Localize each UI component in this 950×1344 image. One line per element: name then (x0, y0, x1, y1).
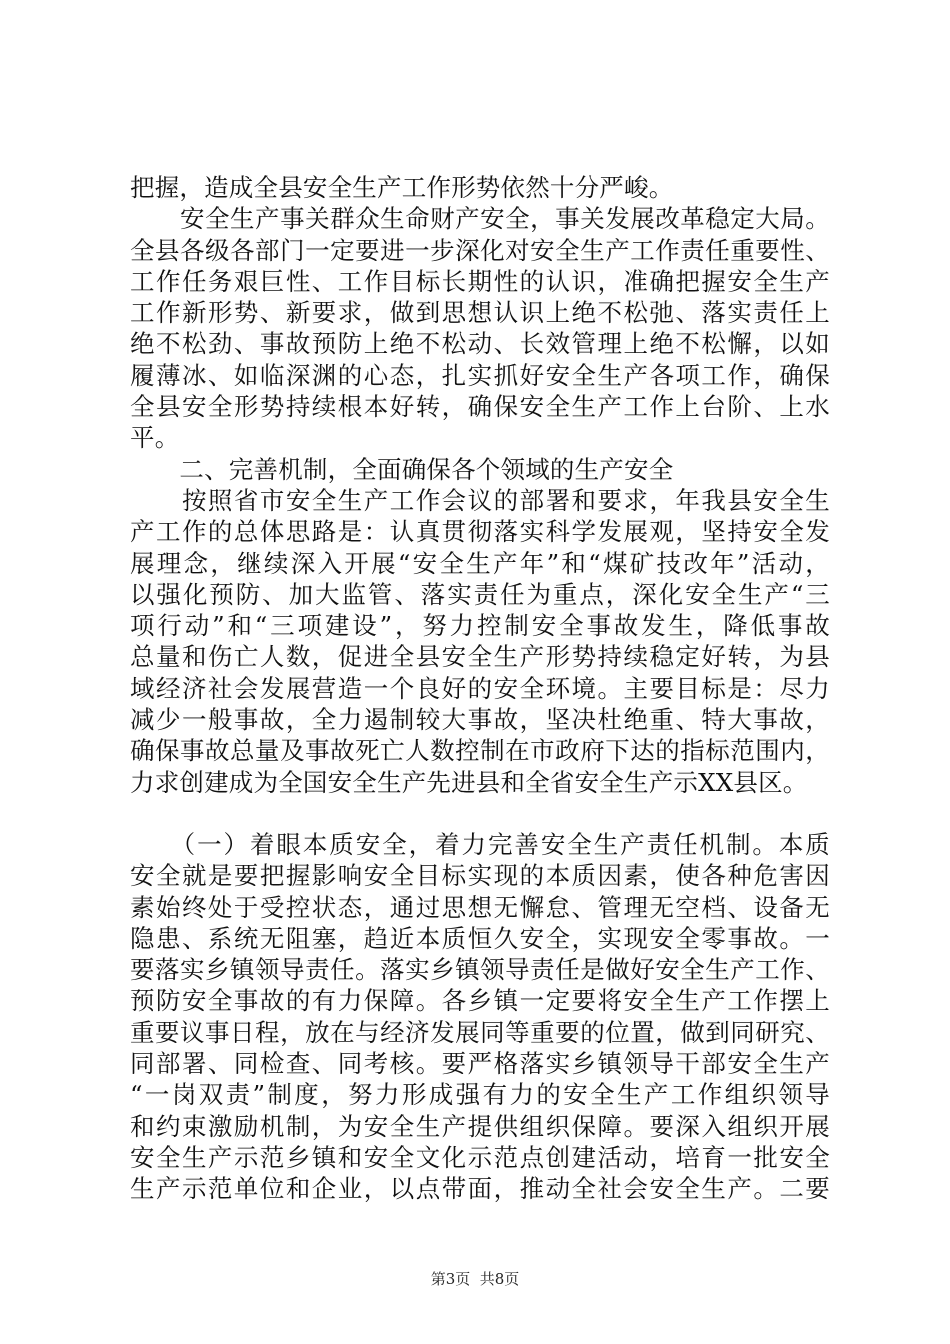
paragraph-gap (130, 798, 830, 829)
document-body (130, 172, 830, 1205)
text-line: 预防安全事故的有力保障。各乡镇一定要将安全生产工作摆上 (130, 986, 830, 1016)
text-line: 隐患、系统无阻塞，趋近本质恒久安全，实现安全零事故。一 (130, 923, 830, 953)
text-line: 生产示范单位和企业，以点带面，推动全社会安全生产。二要 (130, 1174, 830, 1204)
text-line: 素始终处于受控状态，通过思想无懈怠、管理无空档、设备无 (130, 892, 830, 922)
text-line: 和约束激励机制，为安全生产提供组织保障。要深入组织开展 (130, 1111, 830, 1141)
text-line: 安全生产示范乡镇和安全文化示范点创建活动，培育一批安全 (130, 1142, 830, 1172)
text-line: 重要议事日程，放在与经济发展同等重要的位置，做到同研究、 (130, 1017, 830, 1047)
text-line: 绝不松劲、事故预防上绝不松动、长效管理上绝不松懈，以如 (130, 329, 830, 359)
text-line: 要落实乡镇领导责任。落实乡镇领导责任是做好安全生产工作、 (130, 955, 830, 985)
text-line: 展理念，继续深入开展“安全生产年”和“煤矿技改年”活动， (130, 548, 830, 578)
text-line: 总量和伤亡人数，促进全县安全生产形势持续稳定好转，为县 (130, 642, 830, 672)
text-line: 全县安全形势持续根本好转，确保安全生产工作上台阶、上水 (130, 392, 830, 422)
page-footer (0, 1270, 950, 1288)
text-line: 以强化预防、加大监管、落实责任为重点，深化安全生产“三 (130, 579, 830, 609)
text-line: 确保事故总量及事故死亡人数控制在市政府下达的指标范围内， (130, 736, 830, 766)
text-line: 域经济社会发展营造一个良好的安全环境。主要目标是：尽力 (130, 673, 830, 703)
page-number: 第3页 共8页 (430, 1270, 520, 1288)
text-line: “一岗双责”制度，努力形成强有力的安全生产工作组织领导 (130, 1080, 830, 1110)
text-line: 减少一般事故，全力遏制较大事故，坚决杜绝重、特大事故， (130, 705, 830, 735)
text-line: 力求创建成为全国安全生产先进县和全省安全生产示XX县区。 (130, 767, 808, 797)
text-line: 全县各级各部门一定要进一步深化对安全生产工作责任重要性、 (130, 235, 830, 265)
text-line: 工作新形势、新要求，做到思想认识上绝不松弛、落实责任上 (130, 298, 830, 328)
text-line: 项行动”和“三项建设”，努力控制安全事故发生，降低事故 (130, 611, 830, 641)
text-line: 平。 (130, 423, 180, 453)
text-line: 按照省市安全生产工作会议的部署和要求，年我县安全生 (130, 485, 830, 515)
text-line: 产工作的总体思路是：认真贯彻落实科学发展观，坚持安全发 (130, 517, 830, 547)
subsection-heading-line: （一）着眼本质安全，着力完善安全生产责任机制。本质 (130, 829, 830, 859)
text-line: 把握，造成全县安全生产工作形势依然十分严峻。 (130, 173, 674, 202)
text-line: 安全就是要把握影响安全目标实现的本质因素，使各种危害因 (130, 861, 830, 891)
text-line: 同部署、同检查、同考核。要严格落实乡镇领导干部安全生产 (130, 1049, 830, 1079)
section-heading: 二、完善机制，全面确保各个领域的生产安全 (130, 454, 674, 484)
text-line: 工作任务艰巨性、工作目标长期性的认识，准确把握安全生产 (130, 266, 830, 296)
text-line: 安全生产事关群众生命财产安全，事关发展改革稳定大局。 (130, 204, 830, 234)
text-line: 履薄冰、如临深渊的心态，扎实抓好安全生产各项工作，确保 (130, 360, 830, 390)
